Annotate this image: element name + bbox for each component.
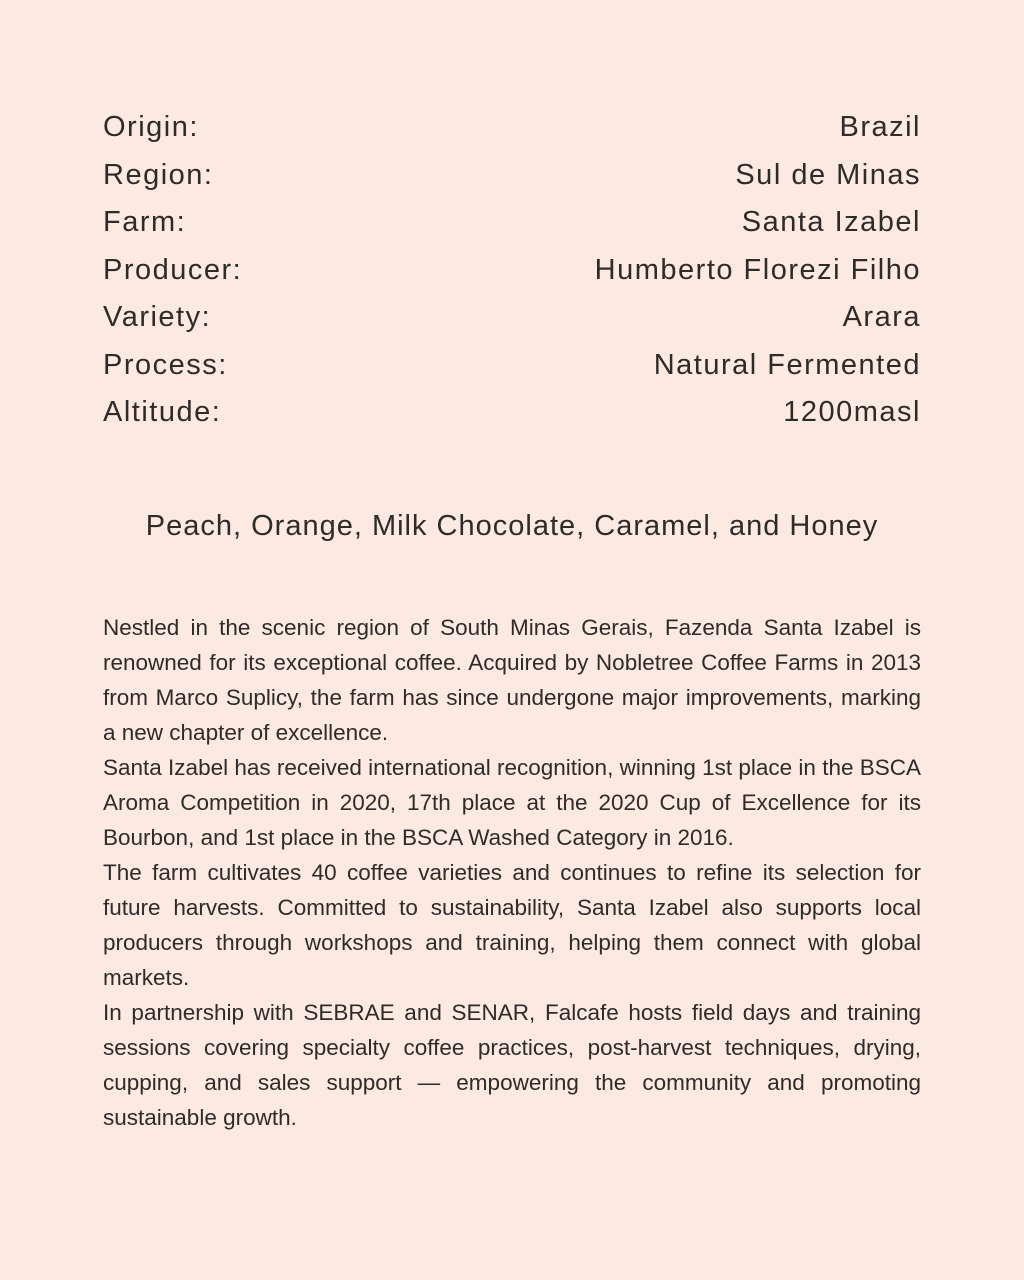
spec-value: Natural Fermented (653, 348, 921, 381)
spec-label: Origin: (103, 111, 199, 143)
spec-row-farm (103, 199, 921, 247)
description-paragraph: In partnership with SEBRAE and SENAR, Falcafe hosts field days and training sessions covering specialty coffee practices, post-harvest techniques, drying, cupping, and sales support — empowering the community and promoting sustainable growth. (103, 1000, 921, 1130)
spec-row-producer (103, 247, 921, 295)
spec-label: Process: (103, 348, 228, 381)
spec-label: Altitude: (103, 396, 222, 428)
spec-value: Brazil (839, 111, 921, 143)
spec-row-variety (103, 294, 921, 342)
spec-value: Humberto Florezi Filho (594, 253, 921, 286)
spec-label: Farm: (103, 206, 187, 238)
spec-value: Santa Izabel (741, 206, 921, 238)
tasting-notes: Peach, Orange, Milk Chocolate, Caramel, and Honey (145, 509, 879, 542)
spec-row-origin (103, 104, 921, 152)
spec-row-altitude (103, 389, 921, 437)
farm-description (103, 610, 921, 1235)
spec-row-region (103, 152, 921, 200)
spec-value: Arara (842, 301, 921, 333)
description-paragraph: Santa Izabel has received international recognition, winning 1st place in the BSCA Aroma Competition in 2020, 17th place at the 2020 Cup of Excellence for its Bourbon, and 1st place in the BSCA Washed Category in 2016. (103, 755, 921, 850)
spec-value: Sul de Minas (735, 158, 921, 191)
description-paragraph: The farm cultivates 40 coffee varieties and continues to refine its selection for future harvests. Committed to sustainability, Santa Izabel also supports local producers through workshops and training, helping them connect with global markets. (103, 860, 921, 990)
spec-label: Producer: (103, 253, 243, 286)
spec-label: Variety: (103, 301, 212, 333)
description-paragraph: Nestled in the scenic region of South Minas Gerais, Fazenda Santa Izabel is renowned for its exceptional coffee. Acquired by Nobletree Coffee Farms in 2013 from Marco Suplicy, the farm has since undergone major improvements, marking a new chapter of excellence. (103, 615, 921, 745)
spec-row-process (103, 342, 921, 390)
coffee-specs-list (103, 104, 921, 437)
spec-value: 1200masl (783, 396, 921, 428)
spec-label: Region: (103, 158, 214, 191)
